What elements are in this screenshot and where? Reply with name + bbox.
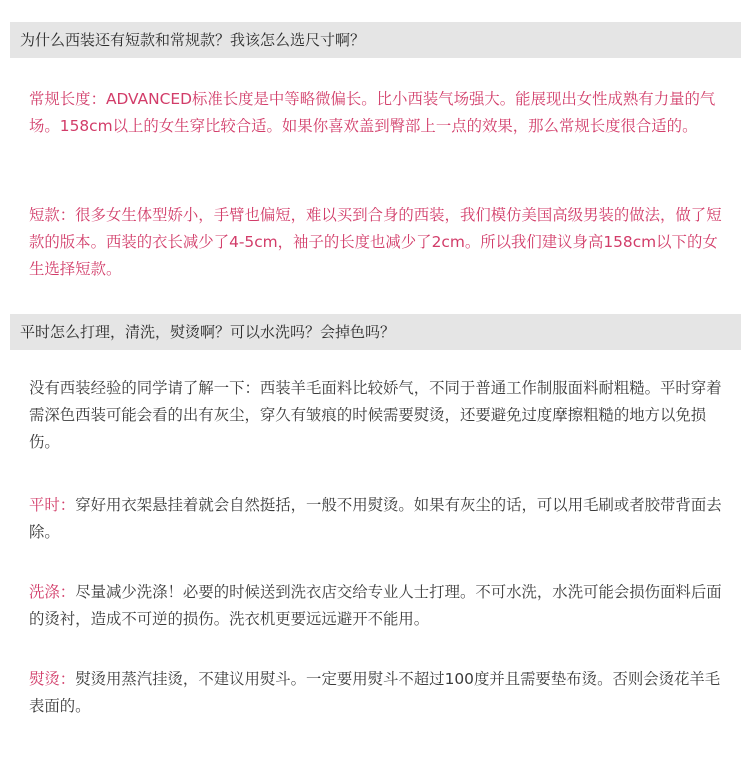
care-item-washing <box>29 579 729 633</box>
section-header-sizing: 为什么西装还有短款和常规款？我该怎么选尺寸啊？ <box>10 22 741 58</box>
care-item-text: 穿好用衣架悬挂着就会自然挺括，一般不用熨烫。如果有灰尘的话，可以用毛刷或者胶带背面去除。 <box>29 496 722 541</box>
short-length-paragraph: 短款：很多女生体型娇小，手臂也偏短，难以买到合身的西装，我们模仿美国高级男装的做法，做了短款的版本。西装的衣长减少了4-5cm，袖子的长度也减少了2cm。所以我们建议身高158cm以下的女生选择短款。 <box>29 206 722 278</box>
care-item-text: 熨烫用蒸汽挂烫，不建议用熨斗。一定要用熨斗不超过100度并且需要垫布烫。否则会烫花羊毛表面的。 <box>29 670 721 715</box>
care-item-label: 平时： <box>29 496 76 514</box>
regular-length-paragraph: 常规长度：ADVANCED标准长度是中等略微偏长。比小西装气场强大。能展现出女性成熟有力量的气场。158cm以上的女生穿比较合适。如果你喜欢盖到臀部上一点的效果，那么常规长度很合适的。 <box>29 90 716 135</box>
care-item-text: 尽量减少洗涤！必要的时候送到洗衣店交给专业人士打理。不可水洗，水洗可能会损伤面料后面的烫衬，造成不可逆的损伤。洗衣机更要远远避开不能用。 <box>29 583 722 628</box>
section-header-care: 平时怎么打理，清洗，熨烫啊？可以水洗吗？会掉色吗？ <box>10 314 741 350</box>
care-item-label: 洗涤： <box>29 583 76 601</box>
care-item-daily <box>29 492 729 546</box>
care-intro-paragraph: 没有西装经验的同学请了解一下：西装羊毛面料比较娇气，不同于普通工作制服面料耐粗糙。平时穿着需深色西装可能会看的出有灰尘，穿久有皱痕的时候需要熨烫，还要避免过度摩擦粗糙的地方以免损伤。 <box>29 379 722 451</box>
care-item-label: 熨烫： <box>29 670 76 688</box>
care-item-ironing <box>29 666 729 720</box>
